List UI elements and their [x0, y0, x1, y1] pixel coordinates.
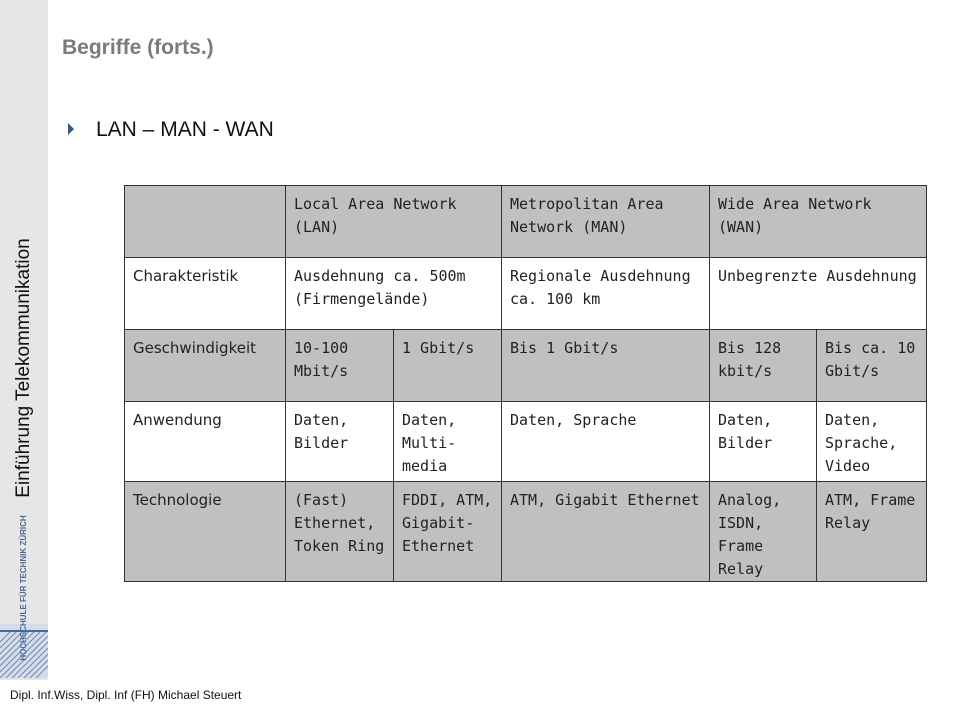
row-label: Geschwindigkeit [125, 330, 286, 402]
table-header-empty [125, 186, 286, 258]
row-label: Anwendung [125, 402, 286, 482]
table-cell: 1 Gbit/s [394, 330, 502, 402]
table-row [125, 330, 927, 402]
table-cell: (Fast) Ethernet, Token Ring [286, 482, 394, 582]
header-man: Metropolitan Area Network (MAN) [502, 186, 710, 258]
row-label: Charakteristik [125, 258, 286, 330]
table-cell: Daten, Bilder [710, 402, 817, 482]
table-cell: FDDI, ATM, Gigabit-Ethernet [394, 482, 502, 582]
table-cell: Daten, Multi-media [394, 402, 502, 482]
table-cell: Daten, Bilder [286, 402, 394, 482]
table-cell: Bis 128 kbit/s [710, 330, 817, 402]
table-cell: Bis 1 Gbit/s [502, 330, 710, 402]
course-title: Einführung Telekommunikation [13, 238, 34, 498]
table-cell: Regionale Ausdehnung ca. 100 km [502, 258, 710, 330]
footer-author: Dipl. Inf.Wiss, Dipl. Inf (FH) Michael Steuert [10, 688, 242, 702]
table-cell: Analog, ISDN, Frame Relay [710, 482, 817, 582]
slide-title: Begriffe (forts.) [62, 36, 214, 59]
table-cell: ATM, Frame Relay [817, 482, 927, 582]
header-wan: Wide Area Network (WAN) [710, 186, 927, 258]
header-lan: Local Area Network (LAN) [286, 186, 502, 258]
table-cell: Unbegrenzte Ausdehnung [710, 258, 927, 330]
table-cell: Ausdehnung ca. 500m (Firmengelände) [286, 258, 502, 330]
table-row [125, 402, 927, 482]
table-cell: Daten, Sprache [502, 402, 710, 482]
row-label: Technologie [125, 482, 286, 582]
bullet-arrow-icon [68, 123, 74, 135]
table-cell: Bis ca. 10 Gbit/s [817, 330, 927, 402]
bullet-text: LAN – MAN - WAN [96, 118, 274, 141]
table-cell: ATM, Gigabit Ethernet [502, 482, 710, 582]
school-logo-text: HOCHSCHULE FÜR TECHNIK ZÜRICH [19, 515, 28, 661]
table-cell: Daten, Sprache, Video [817, 402, 927, 482]
network-comparison-table [124, 185, 927, 582]
table-header-row [125, 186, 927, 258]
table-row [125, 482, 927, 582]
table-row [125, 258, 927, 330]
table-cell: 10-100 Mbit/s [286, 330, 394, 402]
